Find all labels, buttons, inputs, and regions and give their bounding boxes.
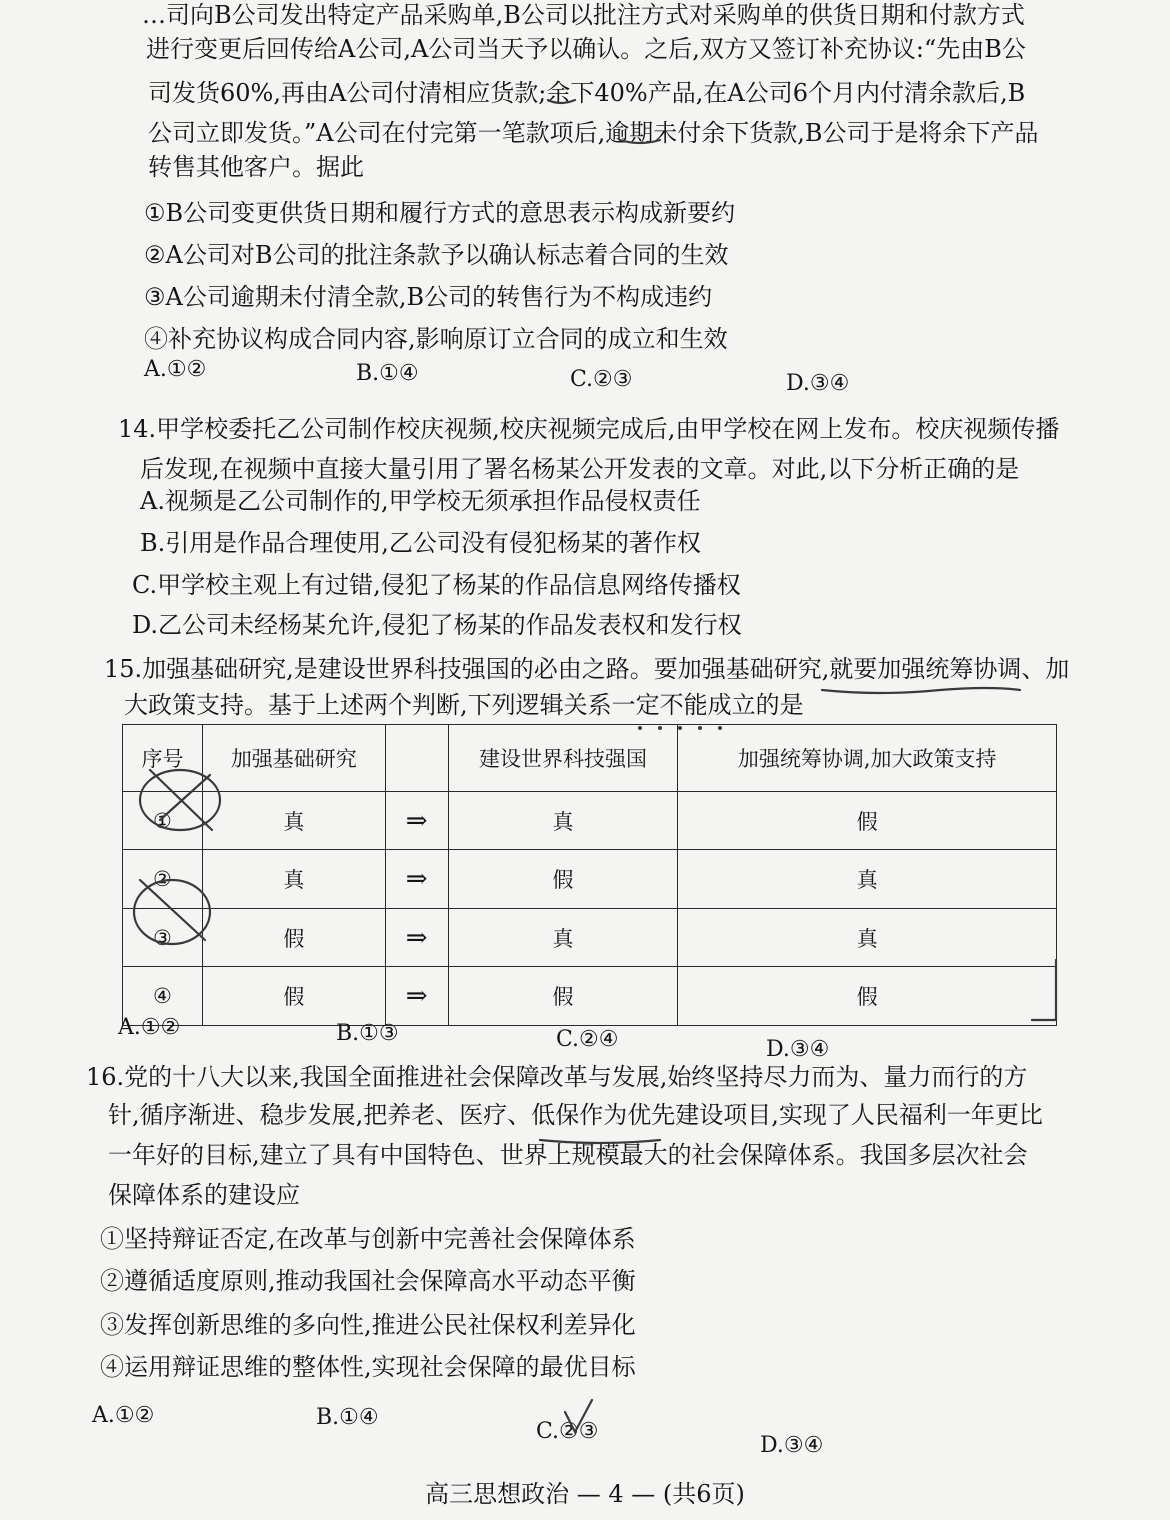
- q16-stem-line-3: 一年好的目标,建立了具有中国特色、世界上规模最大的社会保障体系。我国多层次社会: [108, 1141, 1028, 1169]
- header-tech-power: 建设世界科技强国: [448, 725, 678, 792]
- cell-policy-support: 假: [678, 791, 1057, 850]
- header-index: 序号: [123, 725, 203, 792]
- q14-stem-line-1: 14.甲学校委托乙公司制作校庆视频,校庆视频完成后,由甲学校在网上发布。校庆视频传播: [118, 415, 1060, 443]
- q13-line-4: 公司立即发货。”A公司在付完第一笔款项后,逾期未付余下货款,B公司于是将余下产品: [148, 119, 1039, 147]
- q16-option-c: C.②③: [536, 1419, 599, 1444]
- row-index: ①: [123, 791, 203, 850]
- header-basic-research: 加强基础研究: [202, 725, 385, 792]
- q16-stem-line-4: 保障体系的建设应: [108, 1181, 300, 1209]
- cell-basic-research: 假: [202, 908, 385, 967]
- cell-tech-power: 假: [448, 850, 678, 909]
- header-arrow: [385, 725, 448, 792]
- q15-stem-line-1: 15.加强基础研究,是建设世界科技强国的必由之路。要加强基础研究,就要加强统筹协调、加: [104, 655, 1070, 683]
- table-row: [123, 908, 1057, 967]
- q16-item-1: ①坚持辩证否定,在改革与创新中完善社会保障体系: [100, 1225, 636, 1253]
- q14-option-d: D.乙公司未经杨某允许,侵犯了杨某的作品发表权和发行权: [132, 611, 742, 639]
- page-footer: 高三思想政治 — 4 — (共6页): [425, 1480, 745, 1508]
- q16-option-d: D.③④: [760, 1433, 824, 1458]
- q13-option-a: A.①②: [144, 357, 207, 382]
- q14-option-c: C.甲学校主观上有过错,侵犯了杨某的作品信息网络传播权: [132, 571, 741, 599]
- q15-stem-line-2: 大政策支持。基于上述两个判断,下列逻辑关系一定不能成立的是: [124, 691, 804, 719]
- truth-table: [122, 724, 1057, 1026]
- cell-policy-support: 假: [678, 967, 1057, 1026]
- row-index: ②: [123, 850, 203, 909]
- header-policy-support: 加强统筹协调,加大政策支持: [678, 725, 1057, 792]
- table-row: [123, 850, 1057, 909]
- q13-item-2: ②A公司对B公司的批注条款予以确认标志着合同的生效: [144, 241, 729, 269]
- table-row: [123, 967, 1057, 1026]
- q16-option-a: A.①②: [92, 1403, 155, 1428]
- implies-arrow: ⇒: [385, 908, 448, 967]
- implies-arrow: ⇒: [385, 967, 448, 1026]
- q13-line-2: 进行变更后回传给A公司,A公司当天予以确认。之后,双方又签订补充协议:“先由B公: [146, 35, 1026, 63]
- truth-table-header: [123, 725, 1057, 792]
- q13-option-c: C.②③: [570, 367, 633, 392]
- cell-tech-power: 真: [448, 908, 678, 967]
- cell-policy-support: 真: [678, 850, 1057, 909]
- q13-line-1: …司向B公司发出特定产品采购单,B公司以批注方式对采购单的供货日期和付款方式: [142, 1, 1025, 29]
- underline-mark: [822, 688, 1020, 693]
- cell-basic-research: 真: [202, 850, 385, 909]
- cell-tech-power: 假: [448, 967, 678, 1026]
- cell-policy-support: 真: [678, 908, 1057, 967]
- table-row: [123, 791, 1057, 850]
- q15-option-a: A.①②: [118, 1015, 181, 1040]
- q13-option-b: B.①④: [356, 361, 419, 386]
- q13-item-4: ④补充协议构成合同内容,影响原订立合同的成立和生效: [144, 325, 728, 353]
- q14-option-b: B.引用是作品合理使用,乙公司没有侵犯杨某的著作权: [140, 529, 701, 557]
- q13-item-3: ③A公司逾期未付清全款,B公司的转售行为不构成违约: [144, 283, 713, 311]
- q13-option-d: D.③④: [786, 371, 850, 396]
- q13-line-3: 司发货60%,再由A公司付清相应货款;余下40%产品,在A公司6个月内付清余款后,B: [148, 79, 1026, 107]
- q14-option-a: A.视频是乙公司制作的,甲学校无须承担作品侵权责任: [140, 487, 701, 515]
- cell-basic-research: 真: [202, 791, 385, 850]
- q13-line-5: 转售其他客户。据此: [148, 153, 364, 181]
- q16-item-2: ②遵循适度原则,推动我国社会保障高水平动态平衡: [100, 1267, 636, 1295]
- q14-stem-line-2: 后发现,在视频中直接大量引用了署名杨某公开发表的文章。对此,以下分析正确的是: [140, 455, 1020, 483]
- q16-item-3: ③发挥创新思维的多向性,推进公民社保权利差异化: [100, 1311, 636, 1339]
- q15-option-c: C.②④: [556, 1027, 619, 1052]
- implies-arrow: ⇒: [385, 850, 448, 909]
- q16-item-4: ④运用辩证思维的整体性,实现社会保障的最优目标: [100, 1353, 636, 1381]
- q16-stem-line-2: 针,循序渐进、稳步发展,把养老、医疗、低保作为优先建设项目,实现了人民福利一年更比: [108, 1101, 1043, 1129]
- row-index: ③: [123, 908, 203, 967]
- q15-option-b: B.①③: [336, 1021, 399, 1046]
- q16-stem-line-1: 16.党的十八大以来,我国全面推进社会保障改革与发展,始终坚持尽力而为、量力而行的方: [86, 1063, 1028, 1091]
- implies-arrow: ⇒: [385, 791, 448, 850]
- q15-option-d: D.③④: [766, 1037, 830, 1062]
- q16-option-b: B.①④: [316, 1405, 379, 1430]
- q13-item-1: ①B公司变更供货日期和履行方式的意思表示构成新要约: [144, 199, 736, 227]
- cell-basic-research: 假: [202, 967, 385, 1026]
- cell-tech-power: 真: [448, 791, 678, 850]
- row-index: ④: [123, 967, 203, 1026]
